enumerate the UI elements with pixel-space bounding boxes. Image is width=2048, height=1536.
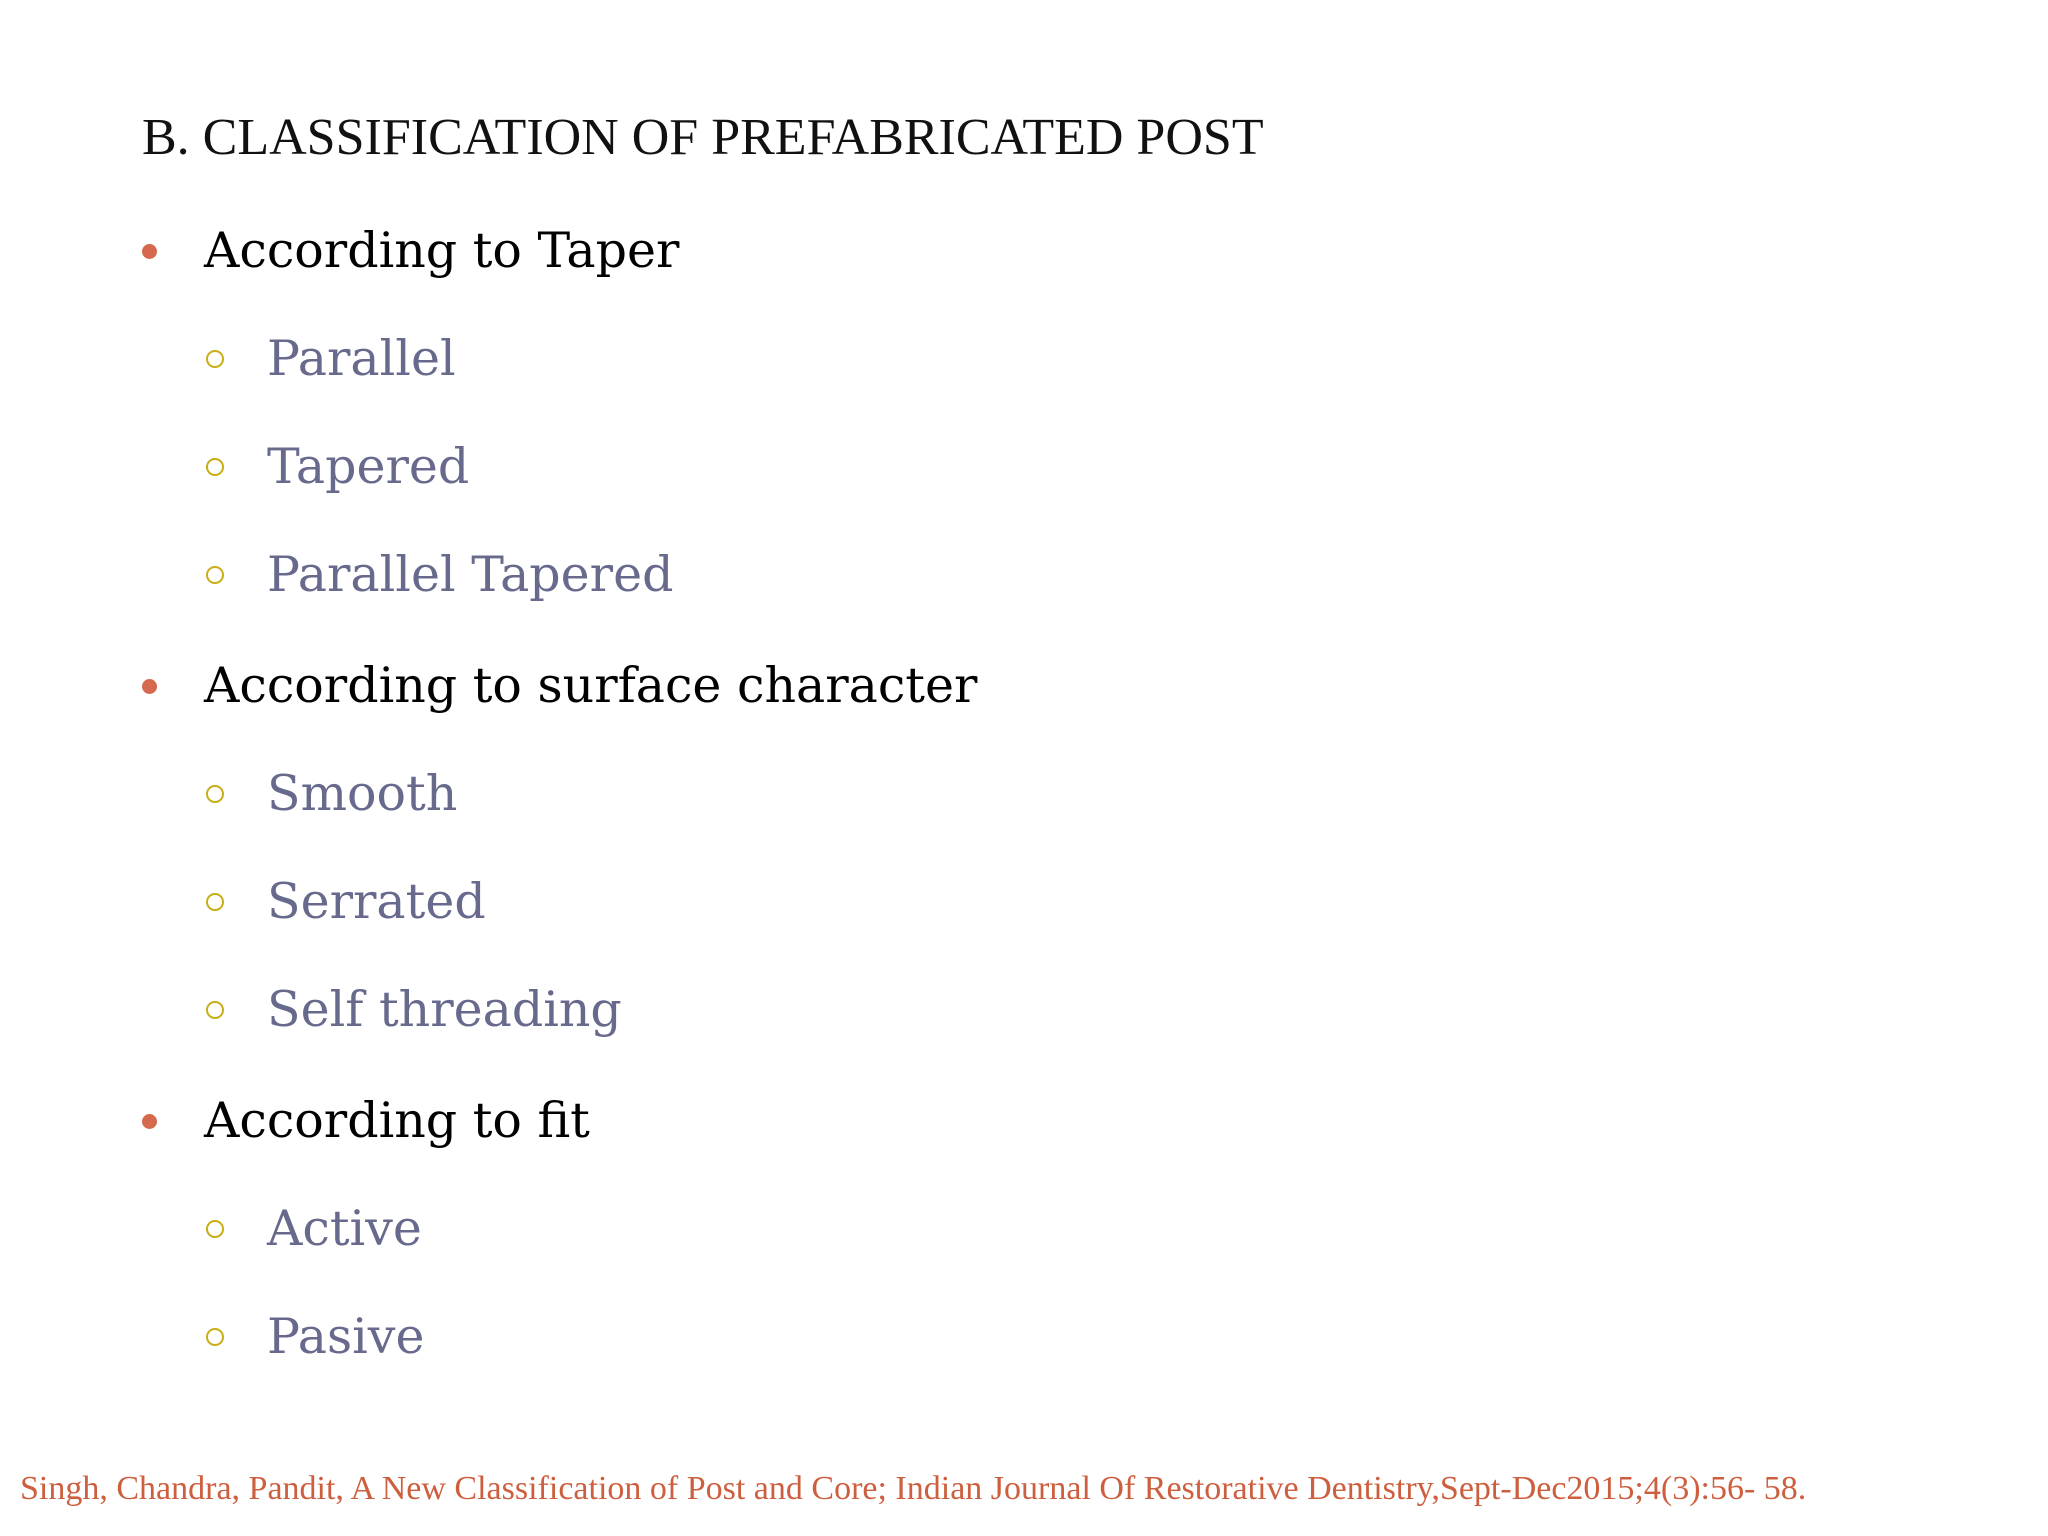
list-item-label: According to Taper [204,222,680,279]
sub-item-parallel-tapered [200,546,673,603]
sub-item-serrated [200,873,486,930]
sub-item-self-threading [200,981,622,1038]
list-item-surface [142,657,977,714]
filled-bullet-icon [142,679,157,694]
sub-item-parallel [200,330,456,387]
hollow-bullet-icon [206,1220,224,1238]
hollow-bullet-icon [206,785,224,803]
hollow-bullet-icon [206,1001,224,1019]
sub-item-smooth [200,765,457,822]
filled-bullet-icon [142,1114,157,1129]
list-item-taper [142,222,679,279]
list-item-label: According to surface character [204,657,978,714]
hollow-bullet-icon [206,1328,224,1346]
filled-bullet-icon [142,244,157,259]
sub-item-label: Active [267,1200,422,1257]
hollow-bullet-icon [206,458,224,476]
sub-item-label: Serrated [267,873,486,930]
sub-item-label: Parallel Tapered [267,546,674,603]
sub-item-tapered [200,438,469,495]
sub-item-passive [200,1308,424,1365]
hollow-bullet-icon [206,893,224,911]
sub-item-label: Tapered [267,438,470,495]
sub-item-label: Pasive [267,1308,425,1365]
sub-item-label: Smooth [267,765,458,822]
sub-item-active [200,1200,422,1257]
slide-title: B. CLASSIFICATION OF PREFABRICATED POST [142,109,1264,166]
sub-item-label: Self threading [267,981,622,1038]
citation: Singh, Chandra, Pandit, A New Classification of Post and Core; Indian Journal Of Restorative Dentistry,Sept-Dec2015;4(3):56- 58. [20,1470,1807,1507]
sub-item-label: Parallel [267,330,456,387]
list-item-label: According to fit [204,1092,590,1149]
list-item-fit [142,1092,590,1149]
hollow-bullet-icon [206,350,224,368]
hollow-bullet-icon [206,566,224,584]
